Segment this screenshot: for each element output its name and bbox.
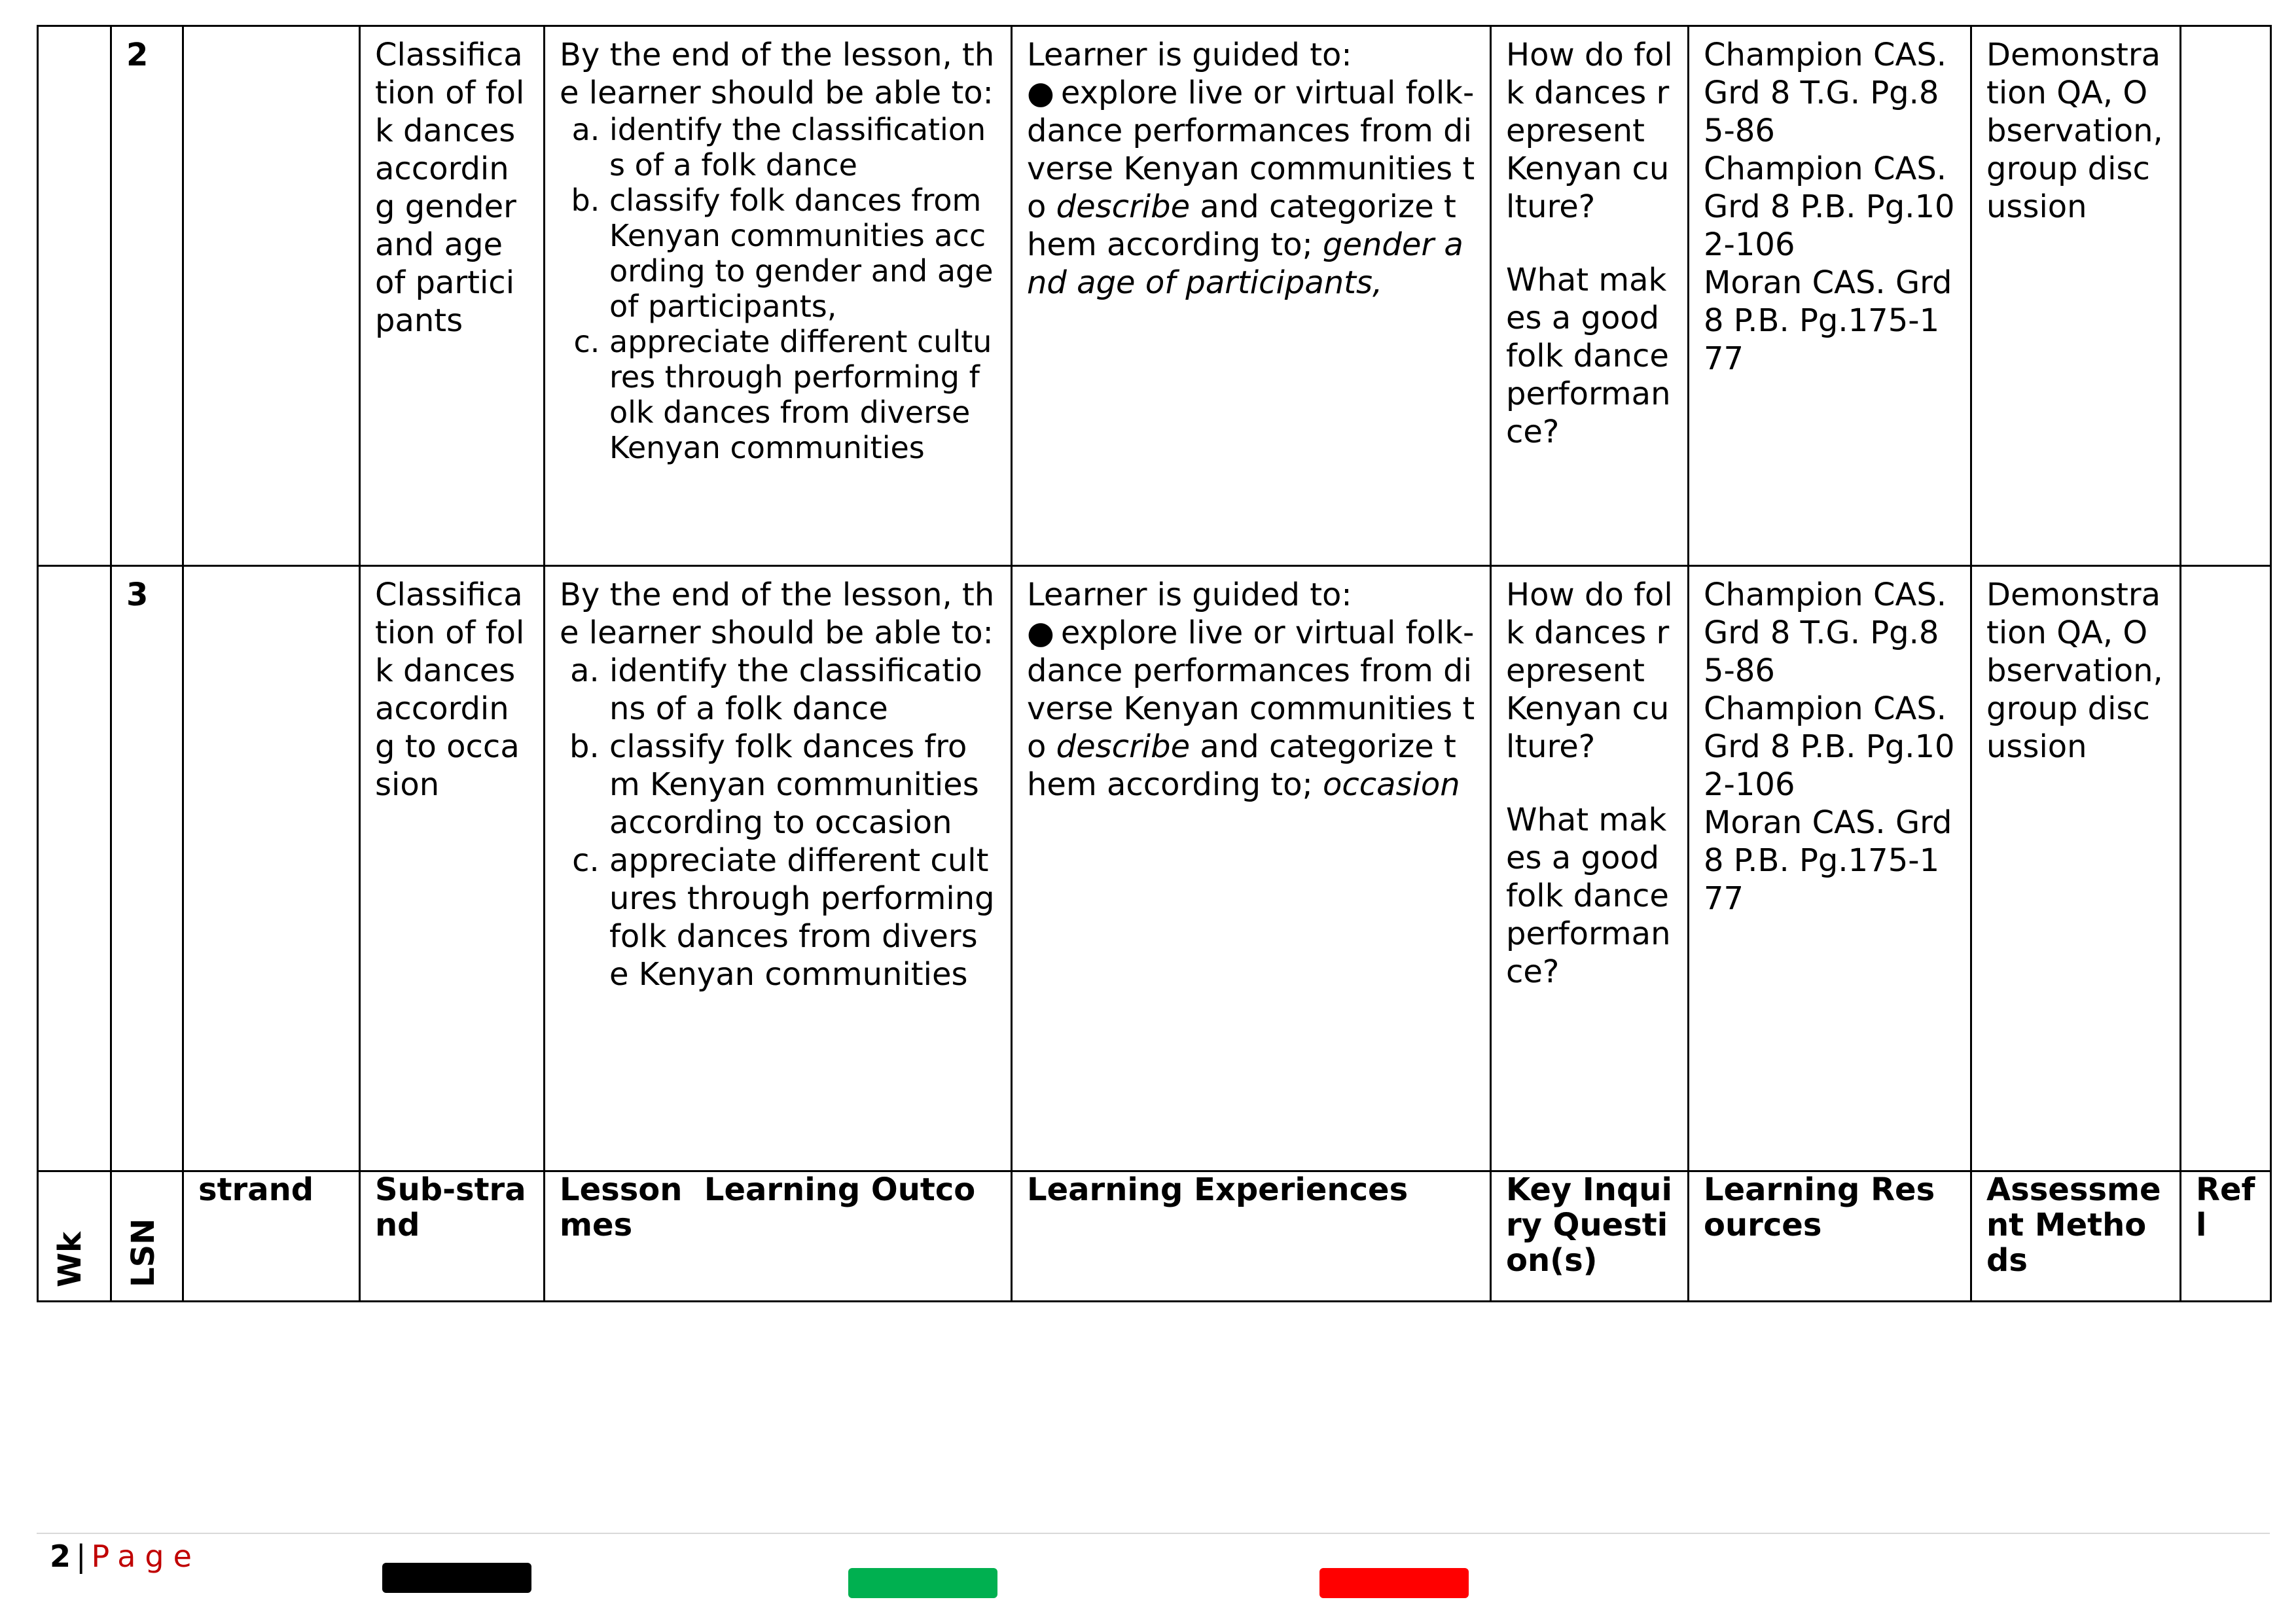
resource-item: Champion CAS. Grd 8 T.G. Pg.85-86 [1704, 577, 1947, 689]
outcomes-intro: By the end of the lesson, the learner should be able to: [560, 37, 995, 111]
learning-experiences-cell [1012, 566, 1491, 1171]
inquiry-question: What makes a good folk dance performance? [1506, 802, 1671, 990]
page-number: 2 [50, 1539, 71, 1574]
resource-item: Moran CAS. Grd 8 P.B. Pg.175-177 [1704, 804, 1952, 917]
outcomes-list [560, 112, 996, 465]
key-inquiry-questions-cell [1491, 26, 1689, 566]
page-word: Page [91, 1539, 201, 1574]
reflection-cell [2181, 566, 2271, 1171]
substrand-cell: Classification of folk dances according gender and age of participants [360, 26, 545, 566]
lesson-row [38, 566, 2271, 1171]
lesson-number: 3 [111, 566, 183, 1171]
lesson-number: 2 [111, 26, 183, 566]
learning-outcomes-cell [545, 26, 1012, 566]
outcome-item: c. appreciate different cultures through performing folk dances from diverse Kenyan communities [609, 842, 996, 993]
resource-item: Champion CAS. Grd 8 P.B. Pg.102-106 [1704, 151, 1955, 263]
experiences-bullet-item: ● explore live or virtual folk-dance performances from diverse Kenyan communities to describe and categorize them according to; gender and age of participants, [1027, 75, 1475, 301]
outcomes-intro: By the end of the lesson, the learner should be able to: [560, 577, 995, 651]
learning-resources-cell [1689, 566, 1971, 1171]
green-flag-bar [848, 1568, 997, 1598]
inquiry-question: How do folk dances represent Kenyan culture? [1506, 37, 1673, 225]
bullet-icon: ● [1027, 615, 1054, 651]
assessment-methods-cell: Demonstration QA, Observation, group discussion [1971, 566, 2181, 1171]
header-experiences: Learning Experiences [1012, 1171, 1491, 1302]
header-strand: strand [183, 1171, 360, 1302]
resource-item: Moran CAS. Grd 8 P.B. Pg.175-177 [1704, 264, 1952, 377]
header-wk-label: Wk [52, 1232, 88, 1287]
inquiry-question: How do folk dances represent Kenyan culture? [1506, 577, 1673, 765]
learning-experiences-cell [1012, 26, 1491, 566]
resource-item: Champion CAS. Grd 8 T.G. Pg.85-86 [1704, 37, 1947, 149]
experiences-intro: Learner is guided to: [1027, 37, 1352, 73]
header-lsn [111, 1171, 183, 1302]
resource-item: Champion CAS. Grd 8 P.B. Pg.102-106 [1704, 690, 1955, 803]
header-kiq: Key Inquiry Question(s) [1491, 1171, 1689, 1302]
red-flag-bar [1319, 1568, 1469, 1598]
header-refl: Refl [2181, 1171, 2271, 1302]
header-lsn-label: LSN [125, 1218, 162, 1287]
wk-cell [38, 26, 111, 566]
experiences-intro: Learner is guided to: [1027, 577, 1352, 613]
outcome-item: c. appreciate different cultures through performing folk dances from diverse Kenyan communities [609, 324, 996, 465]
assessment-methods-cell: Demonstration QA, Observation, group discussion [1971, 26, 2181, 566]
key-inquiry-questions-cell [1491, 566, 1689, 1171]
scheme-of-work-table [37, 25, 2272, 1302]
header-substrand: Sub-strand [360, 1171, 545, 1302]
learning-resources-cell [1689, 26, 1971, 566]
page-footer [50, 1538, 201, 1575]
header-resources: Learning Resources [1689, 1171, 1971, 1302]
strand-cell [183, 26, 360, 566]
outcome-item: a. identify the classifications of a folk dance [609, 112, 996, 183]
header-row [38, 1171, 2271, 1302]
footer-divider [37, 1533, 2270, 1534]
page-separator: | [76, 1539, 86, 1574]
header-wk [38, 1171, 111, 1302]
outcome-item: a. identify the classifications of a folk dance [609, 652, 996, 728]
bullet-icon: ● [1027, 75, 1054, 111]
header-assessment: Assessment Methods [1971, 1171, 2181, 1302]
wk-cell [38, 566, 111, 1171]
outcomes-list [560, 652, 996, 993]
outcome-item: b. classify folk dances from Kenyan communities according to occasion [609, 728, 996, 842]
learning-outcomes-cell [545, 566, 1012, 1171]
black-flag-bar [382, 1563, 531, 1593]
strand-cell [183, 566, 360, 1171]
lesson-row [38, 26, 2271, 566]
inquiry-question: What makes a good folk dance performance? [1506, 262, 1671, 450]
reflection-cell [2181, 26, 2271, 566]
outcome-item: b. classify folk dances from Kenyan communities according to gender and age of participants, [609, 183, 996, 324]
substrand-cell: Classification of folk dances according to occasion [360, 566, 545, 1171]
header-outcomes: Lesson Learning Outcomes [545, 1171, 1012, 1302]
experiences-bullet-item: ● explore live or virtual folk-dance performances from diverse Kenyan communities to describe and categorize them according to; occasion [1027, 615, 1475, 803]
